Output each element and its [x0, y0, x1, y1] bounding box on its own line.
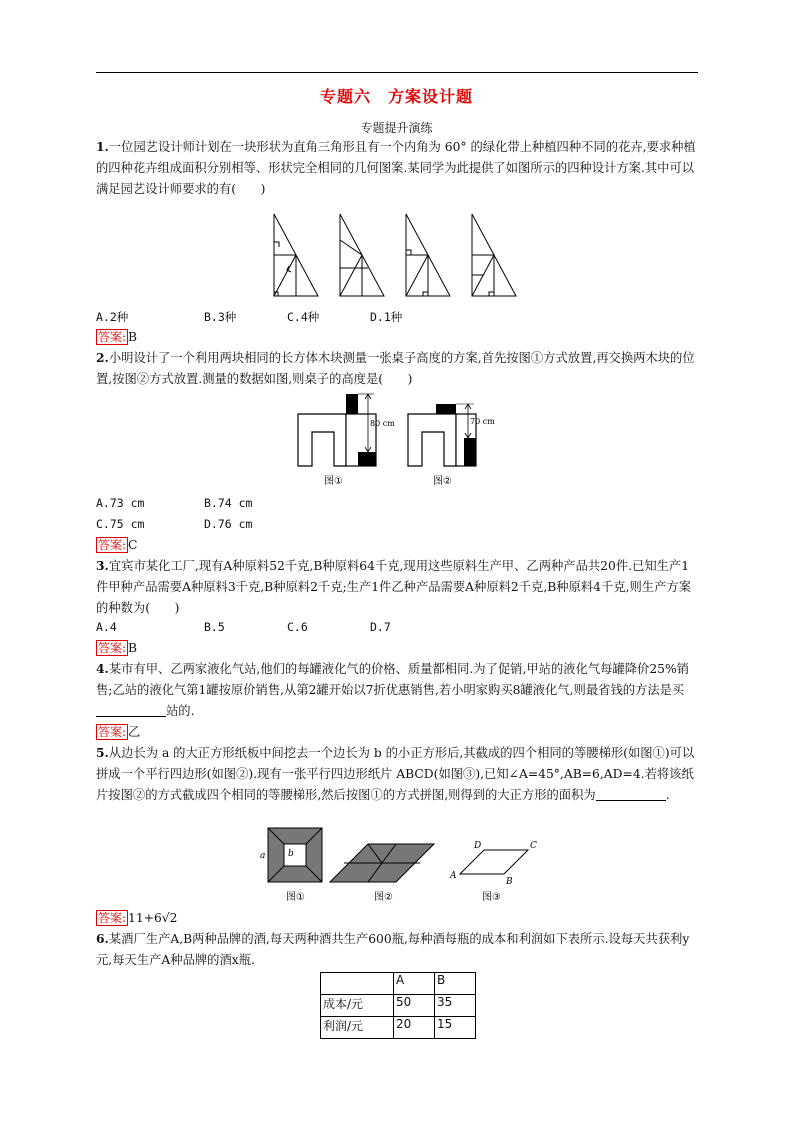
q5-figure-1 — [260, 828, 322, 903]
q3-answer — [96, 640, 137, 656]
q1-answer-value: B — [128, 330, 138, 344]
q2-figure-1 — [298, 394, 395, 487]
q2-answer-value: C — [128, 538, 138, 552]
question-3 — [96, 555, 700, 619]
question-1-number: 1. — [96, 139, 109, 154]
q2-option-a: A.73 cm — [96, 496, 145, 510]
q5-answer — [96, 910, 177, 926]
header-rule — [96, 72, 698, 73]
q4-answer-value: 乙 — [128, 725, 141, 739]
q2-table-figure — [290, 390, 500, 490]
q1-option-d: D.1种 — [370, 310, 403, 324]
q4-answer — [96, 724, 140, 740]
question-4-number: 4. — [96, 661, 109, 676]
question-6-text: 某酒厂生产A,B两种品牌的酒,每天两种酒共生产600瓶,每种酒每瓶的成本和利润如下表所示.设每天共获利y元,每天生产A种品牌的酒x瓶. — [96, 932, 690, 967]
question-4-text: 某市有甲、乙两家液化气站,他们的每罐液化气的价格、质量都相同.为了促销,甲站的液化气每罐降价25%销售;乙站的液化气第1罐按原价销售,从第2罐开始以7折优惠销售,若小明家购买8罐液化气,则最省钱的方法是买 — [96, 662, 689, 697]
answer-label: 答案: — [98, 330, 127, 344]
q2-fig1-caption: 图① — [324, 476, 343, 487]
q3-answer-value: B — [128, 641, 138, 655]
q2-option-c: C.75 cm — [96, 517, 145, 531]
q3-option-c: C.6 — [287, 620, 308, 634]
q1-option-c: C.4种 — [287, 310, 320, 324]
question-2-text: 小明设计了一个利用两块相同的长方体木块测量一张桌子高度的方案,首先按图①方式放置,再交换两木块的位置,按图②方式放置.测量的数据如图,则桌子的高度是( ) — [96, 351, 695, 386]
question-5-text-after: . — [665, 788, 670, 802]
table-cell: B — [435, 973, 476, 995]
q5-label-D: D — [474, 841, 482, 851]
table-row — [321, 973, 476, 995]
question-2 — [96, 347, 700, 390]
table-cell — [321, 973, 394, 995]
q3-option-b: B.5 — [204, 620, 225, 634]
question-4 — [96, 658, 700, 722]
q6-table — [320, 972, 476, 1039]
answer-label: 答案: — [98, 641, 127, 655]
q5-answer-value: 11+6√2 — [128, 911, 178, 925]
q2-option-d: D.76 cm — [204, 517, 253, 531]
q5-caption-1: 图① — [286, 892, 305, 903]
question-1 — [96, 136, 700, 200]
table-cell: 成本/元 — [321, 995, 394, 1017]
question-3-text: 宜宾市某化工厂,现有A种原料52千克,B种原料64千克,现用这些原料生产甲、乙两种产品共20件.已知生产1件甲种产品需要A种原料3千克,B种原料2千克;生产1件乙种产品需要A种原料2千克,B种原料4千克,则生产方案的种数为( ) — [96, 559, 691, 615]
table-cell: 35 — [435, 995, 476, 1017]
q5-figure-3 — [449, 841, 537, 903]
answer-label: 答案: — [98, 725, 127, 739]
q5-figure-2 — [330, 844, 434, 903]
q5-label-b: b — [288, 849, 294, 859]
page-title: 专题六 方案设计题 — [319, 87, 473, 106]
q3-option-d: D.7 — [370, 620, 391, 634]
answer-label: 答案: — [98, 538, 127, 552]
question-6 — [96, 928, 700, 971]
question-5-text: 从边长为 a 的大正方形纸板中间挖去一个边长为 b 的小正方形后,其截成的四个相同的等腰梯形(如图①)可以拼成一个平行四边形(如图②).现有一张平行四边形纸片 ABCD(如图③),已知∠A=45°,AB=6,AD=4.若将该纸片按图②的方式截成四个相同的等腰梯形,然后按图①的方式拼图,则得到的大正方形的面积为 — [96, 746, 695, 802]
q5-label-a: a — [260, 851, 266, 861]
q1-triangles-figure — [268, 210, 524, 302]
q5-label-B: B — [506, 877, 513, 887]
q5-caption-2: 图② — [374, 892, 393, 903]
q1-design-4 — [472, 214, 516, 296]
table-cell: 利润/元 — [321, 1017, 394, 1039]
question-5 — [96, 742, 700, 806]
q2-fig2-caption: 图② — [433, 476, 452, 487]
question-2-number: 2. — [96, 350, 109, 365]
q1-option-a: A.2种 — [96, 310, 129, 324]
table-cell: 50 — [394, 995, 435, 1017]
q5-caption-3: 图③ — [482, 892, 501, 903]
q1-design-1 — [274, 214, 318, 296]
q1-design-2 — [340, 214, 384, 296]
question-4-text-after: 站的. — [166, 704, 195, 718]
table-cell: 20 — [394, 1017, 435, 1039]
question-3-number: 3. — [96, 558, 109, 573]
q2-fig1-measure: 80 cm — [370, 419, 395, 428]
q4-blank — [96, 704, 166, 717]
q5-label-C: C — [530, 841, 537, 851]
question-6-number: 6. — [96, 931, 109, 946]
table-row — [321, 1017, 476, 1039]
q1-option-b: B.3种 — [204, 310, 237, 324]
q1-design-3 — [406, 214, 450, 296]
q5-blank — [596, 788, 666, 801]
table-row — [321, 995, 476, 1017]
section-subtitle: 专题提升演练 — [360, 121, 433, 135]
answer-label: 答案: — [98, 911, 127, 925]
q1-answer — [96, 329, 137, 345]
question-1-text: 一位园艺设计师计划在一块形状为直角三角形且有一个内角为 60° 的绿化带上种植四种不同的花卉,要求种植的四种花卉组成面积分别相等、形状完全相同的几何图案.某同学为此提供了如图所示的四种设计方案.其中可以满足园艺设计师要求的有( ) — [96, 140, 696, 196]
table-cell: 15 — [435, 1017, 476, 1039]
table-cell: A — [394, 973, 435, 995]
q2-option-b: B.74 cm — [204, 496, 253, 510]
q3-option-a: A.4 — [96, 620, 117, 634]
q5-figures — [256, 824, 546, 906]
q2-fig2-measure: 70 cm — [470, 417, 495, 426]
q5-label-A: A — [450, 871, 457, 881]
q2-answer — [96, 537, 137, 553]
question-5-number: 5. — [96, 745, 109, 760]
q2-figure-2 — [408, 404, 495, 487]
